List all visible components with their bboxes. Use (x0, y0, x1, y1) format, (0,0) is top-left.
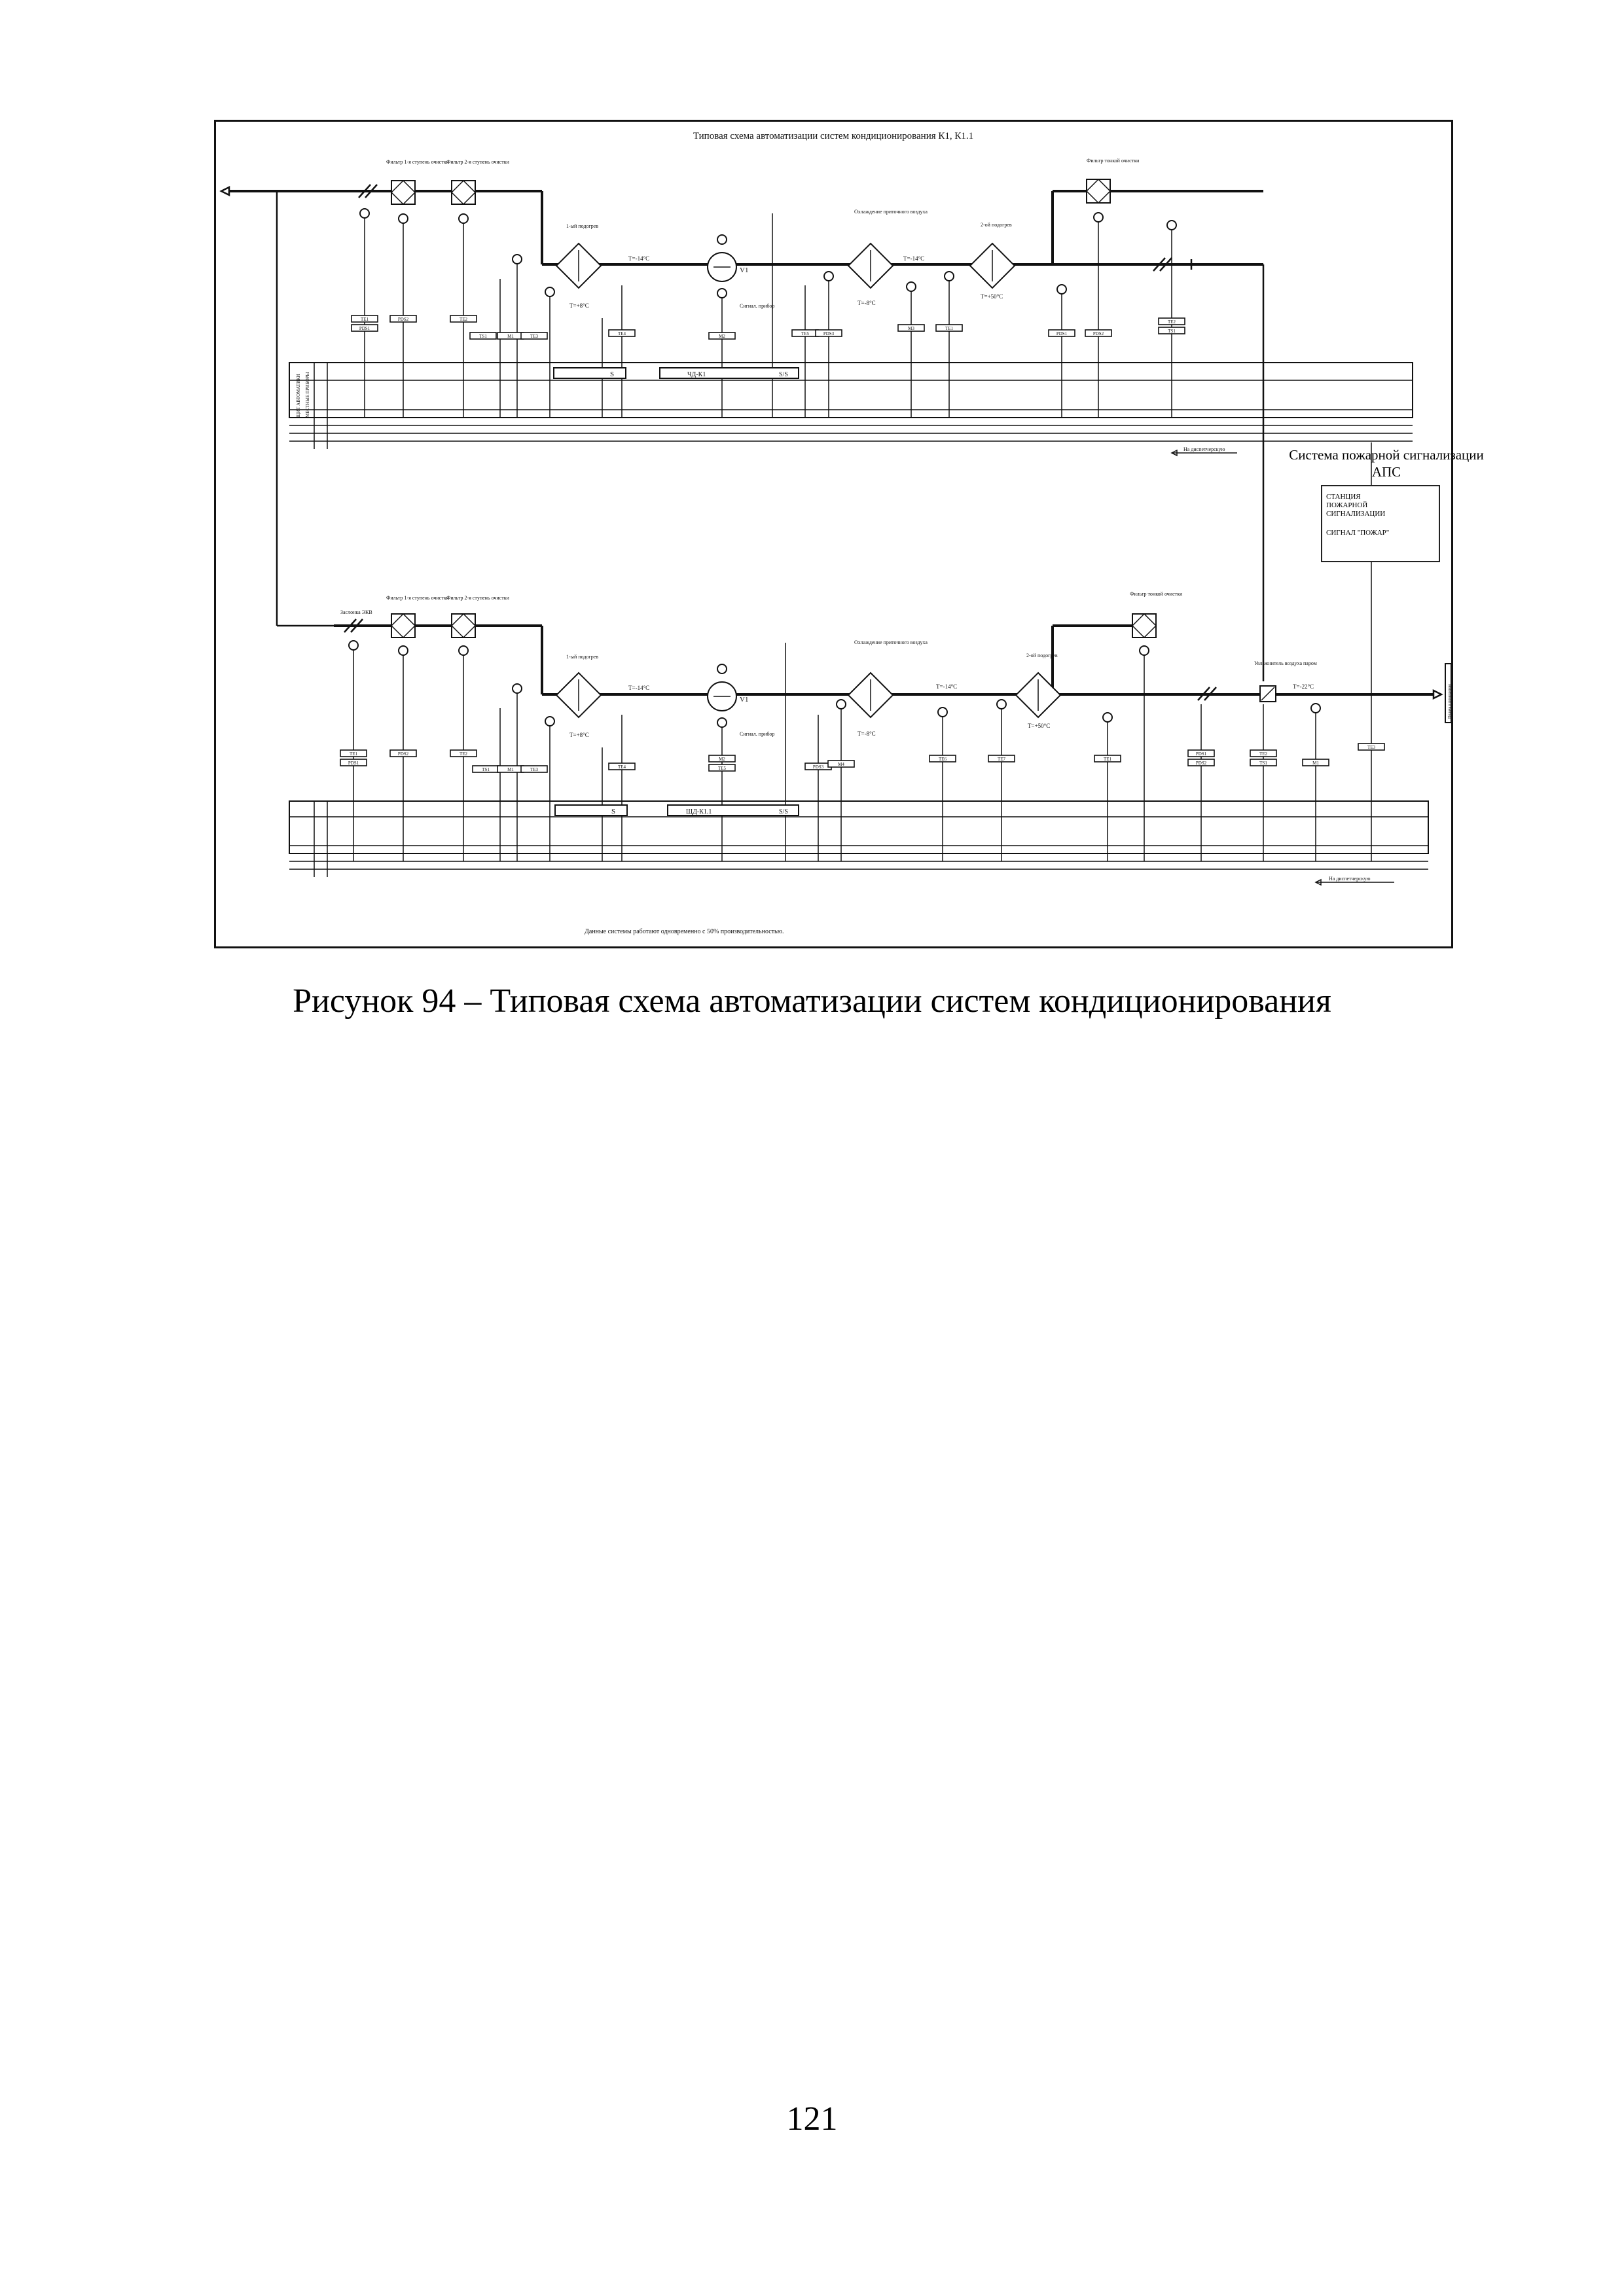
svg-text:Увлажнитель воздуха паром: Увлажнитель воздуха паром (1254, 660, 1317, 666)
tag-label: PDS1 (1056, 331, 1068, 336)
svg-text:Сигнал. прибор: Сигнал. прибор (740, 303, 775, 309)
tag-label: M3 (908, 326, 914, 331)
page-number: 121 (786, 2100, 838, 2138)
svg-text:T=+8°C: T=+8°C (569, 732, 589, 738)
fire-station-box (1321, 485, 1440, 562)
tag-label: M1 (507, 334, 514, 339)
svg-text:Охлаждение приточного воздуха: Охлаждение приточного воздуха (854, 209, 928, 215)
svg-text:T=+50°C: T=+50°C (1028, 723, 1051, 729)
upper-heater-1 (556, 223, 601, 309)
upper-heater-2 (970, 222, 1015, 300)
svg-text:T=-8°C: T=-8°C (857, 730, 876, 737)
tag-label: TS1 (1259, 761, 1267, 766)
lower-system-k11 (289, 554, 1452, 885)
tag-label: TE5 (717, 766, 727, 771)
automation-scheme-diagram (216, 122, 1451, 946)
tag-label: TE1 (1103, 757, 1112, 762)
lower-filter-1 (386, 595, 450, 637)
svg-text:V1: V1 (740, 266, 749, 274)
lower-cooler (848, 639, 928, 737)
upper-tags (352, 315, 1185, 339)
tag-label: M2 (719, 757, 725, 762)
svg-text:V1: V1 (740, 696, 749, 704)
svg-text:Охлаждение приточного воздуха: Охлаждение приточного воздуха (854, 639, 928, 645)
tag-label: TS1 (1168, 329, 1176, 334)
svg-text:1-ый подогрев: 1-ый подогрев (566, 223, 599, 229)
svg-text:Фильтр 2-я ступень очистки: Фильтр 2-я ступень очистки (446, 595, 509, 601)
lower-fan (708, 682, 774, 737)
svg-text:T=-14°C: T=-14°C (936, 683, 958, 690)
lower-heater-1 (556, 654, 601, 738)
upper-control-panel (289, 363, 1413, 456)
tag-label: PDS3 (823, 331, 835, 336)
svg-text:Фильтр тонкой очистки: Фильтр тонкой очистки (1087, 158, 1140, 164)
upper-filter-3 (1087, 158, 1140, 203)
svg-text:T=-22°C: T=-22°C (1293, 683, 1314, 690)
tag-label: TE6 (938, 757, 947, 762)
svg-text:S: S (610, 370, 615, 378)
tag-label: PDS2 (397, 751, 409, 757)
svg-text:T=-14°C: T=-14°C (628, 685, 650, 691)
tag-label: PDS1 (1195, 751, 1207, 757)
svg-text:ЩИТ АВТОМАТИКИ: ЩИТ АВТОМАТИКИ (296, 374, 301, 418)
tag-label: PDS2 (397, 317, 409, 322)
tag-label: M2 (719, 334, 725, 339)
svg-text:Фильтр тонкой очистки: Фильтр тонкой очистки (1130, 591, 1183, 597)
svg-text:T=+50°C: T=+50°C (981, 293, 1003, 300)
svg-text:Сигнал. прибор: Сигнал. прибор (740, 731, 775, 737)
tag-label: TE1 (349, 751, 358, 757)
svg-text:T=-8°C: T=-8°C (857, 300, 876, 306)
tag-label: TE4 (617, 331, 626, 336)
svg-text:Заслонка ЭКВ: Заслонка ЭКВ (340, 609, 372, 615)
tag-label: TS1 (479, 334, 487, 339)
tag-label: TE2 (1167, 319, 1176, 325)
scheme-footnote: Данные системы работают одновременно с 50% производительностью. (585, 928, 784, 935)
upper-filter-2 (446, 159, 510, 204)
tag-label: M1 (507, 767, 514, 772)
tag-label: TE7 (997, 757, 1006, 762)
svg-text:На диспетчерскую: На диспетчерскую (1183, 446, 1225, 452)
tag-label: TS1 (482, 767, 490, 772)
tag-label: TE4 (617, 764, 626, 770)
upper-fan (708, 253, 774, 309)
fire-station-line-2: ПОЖАРНОЙ (1326, 501, 1368, 509)
tag-label: PDS3 (812, 764, 824, 770)
tag-label: TE5 (801, 331, 810, 336)
svg-text:Подача в помещение: Подача в помещение (1448, 683, 1452, 719)
tag-label: M1 (1312, 761, 1319, 766)
svg-text:2-ой подогрев: 2-ой подогрев (981, 222, 1012, 228)
fire-station-line-3: СИГНАЛИЗАЦИИ (1326, 510, 1386, 518)
fire-signal-label: СИГНАЛ "ПОЖАР" (1326, 529, 1390, 537)
tag-label: PDS1 (348, 761, 359, 766)
scheme-figure (214, 120, 1484, 948)
tag-label: TE2 (459, 317, 468, 322)
tag-label: TE3 (1367, 745, 1376, 750)
lower-filter-3 (1130, 591, 1183, 637)
upper-system-k1 (221, 158, 1413, 681)
tag-label: PDS2 (1092, 331, 1104, 336)
svg-text:МЕСТНЫЕ ПРИБОРЫ: МЕСТНЫЕ ПРИБОРЫ (305, 372, 310, 418)
svg-text:T=-14°C: T=-14°C (628, 255, 650, 262)
lower-control-panel (289, 801, 1428, 885)
svg-text:На диспетчерскую: На диспетчерскую (1329, 876, 1371, 882)
svg-text:Фильтр 2-я ступень очистки: Фильтр 2-я ступень очистки (446, 159, 509, 165)
svg-text:ЩД-К1.1: ЩД-К1.1 (686, 808, 712, 816)
tag-label: TE3 (530, 334, 539, 339)
figure-caption: Рисунок 94 – Типовая схема автоматизации систем кондиционирования (293, 982, 1331, 1020)
fire-system-title: Система пожарной сигнализации АПС (1289, 447, 1484, 480)
svg-text:2-ой подогрев: 2-ой подогрев (1026, 653, 1058, 658)
svg-text:Фильтр 1-я ступень очистки: Фильтр 1-я ступень очистки (386, 159, 449, 165)
svg-text:T=+8°C: T=+8°C (569, 302, 589, 309)
fire-station-line-1: СТАНЦИЯ (1326, 493, 1361, 501)
svg-text:Фильтр 1-я ступень очистки: Фильтр 1-я ступень очистки (386, 595, 449, 601)
tag-label: M4 (838, 762, 844, 767)
svg-text:S/S: S/S (779, 808, 788, 816)
svg-text:T=-14°C: T=-14°C (903, 255, 925, 262)
svg-text:ЧД-К1: ЧД-К1 (687, 371, 706, 378)
tag-label: TE3 (530, 767, 539, 772)
svg-text:S: S (611, 808, 616, 816)
tag-label: PDS2 (1195, 761, 1207, 766)
lower-filter-2 (446, 595, 510, 637)
tag-label: TE2 (459, 751, 468, 757)
lower-tags (340, 744, 1384, 772)
tag-label: TE1 (360, 317, 369, 322)
svg-text:1-ый подогрев: 1-ый подогрев (566, 654, 599, 660)
upper-filter-1 (386, 159, 450, 204)
scheme-title: Типовая схема автоматизации систем кондиционирования К1, К1.1 (693, 131, 974, 141)
tag-label: TE1 (945, 326, 954, 331)
svg-text:S/S: S/S (779, 371, 788, 378)
tag-label: PDS1 (359, 326, 370, 331)
tag-label: TE2 (1259, 751, 1268, 757)
